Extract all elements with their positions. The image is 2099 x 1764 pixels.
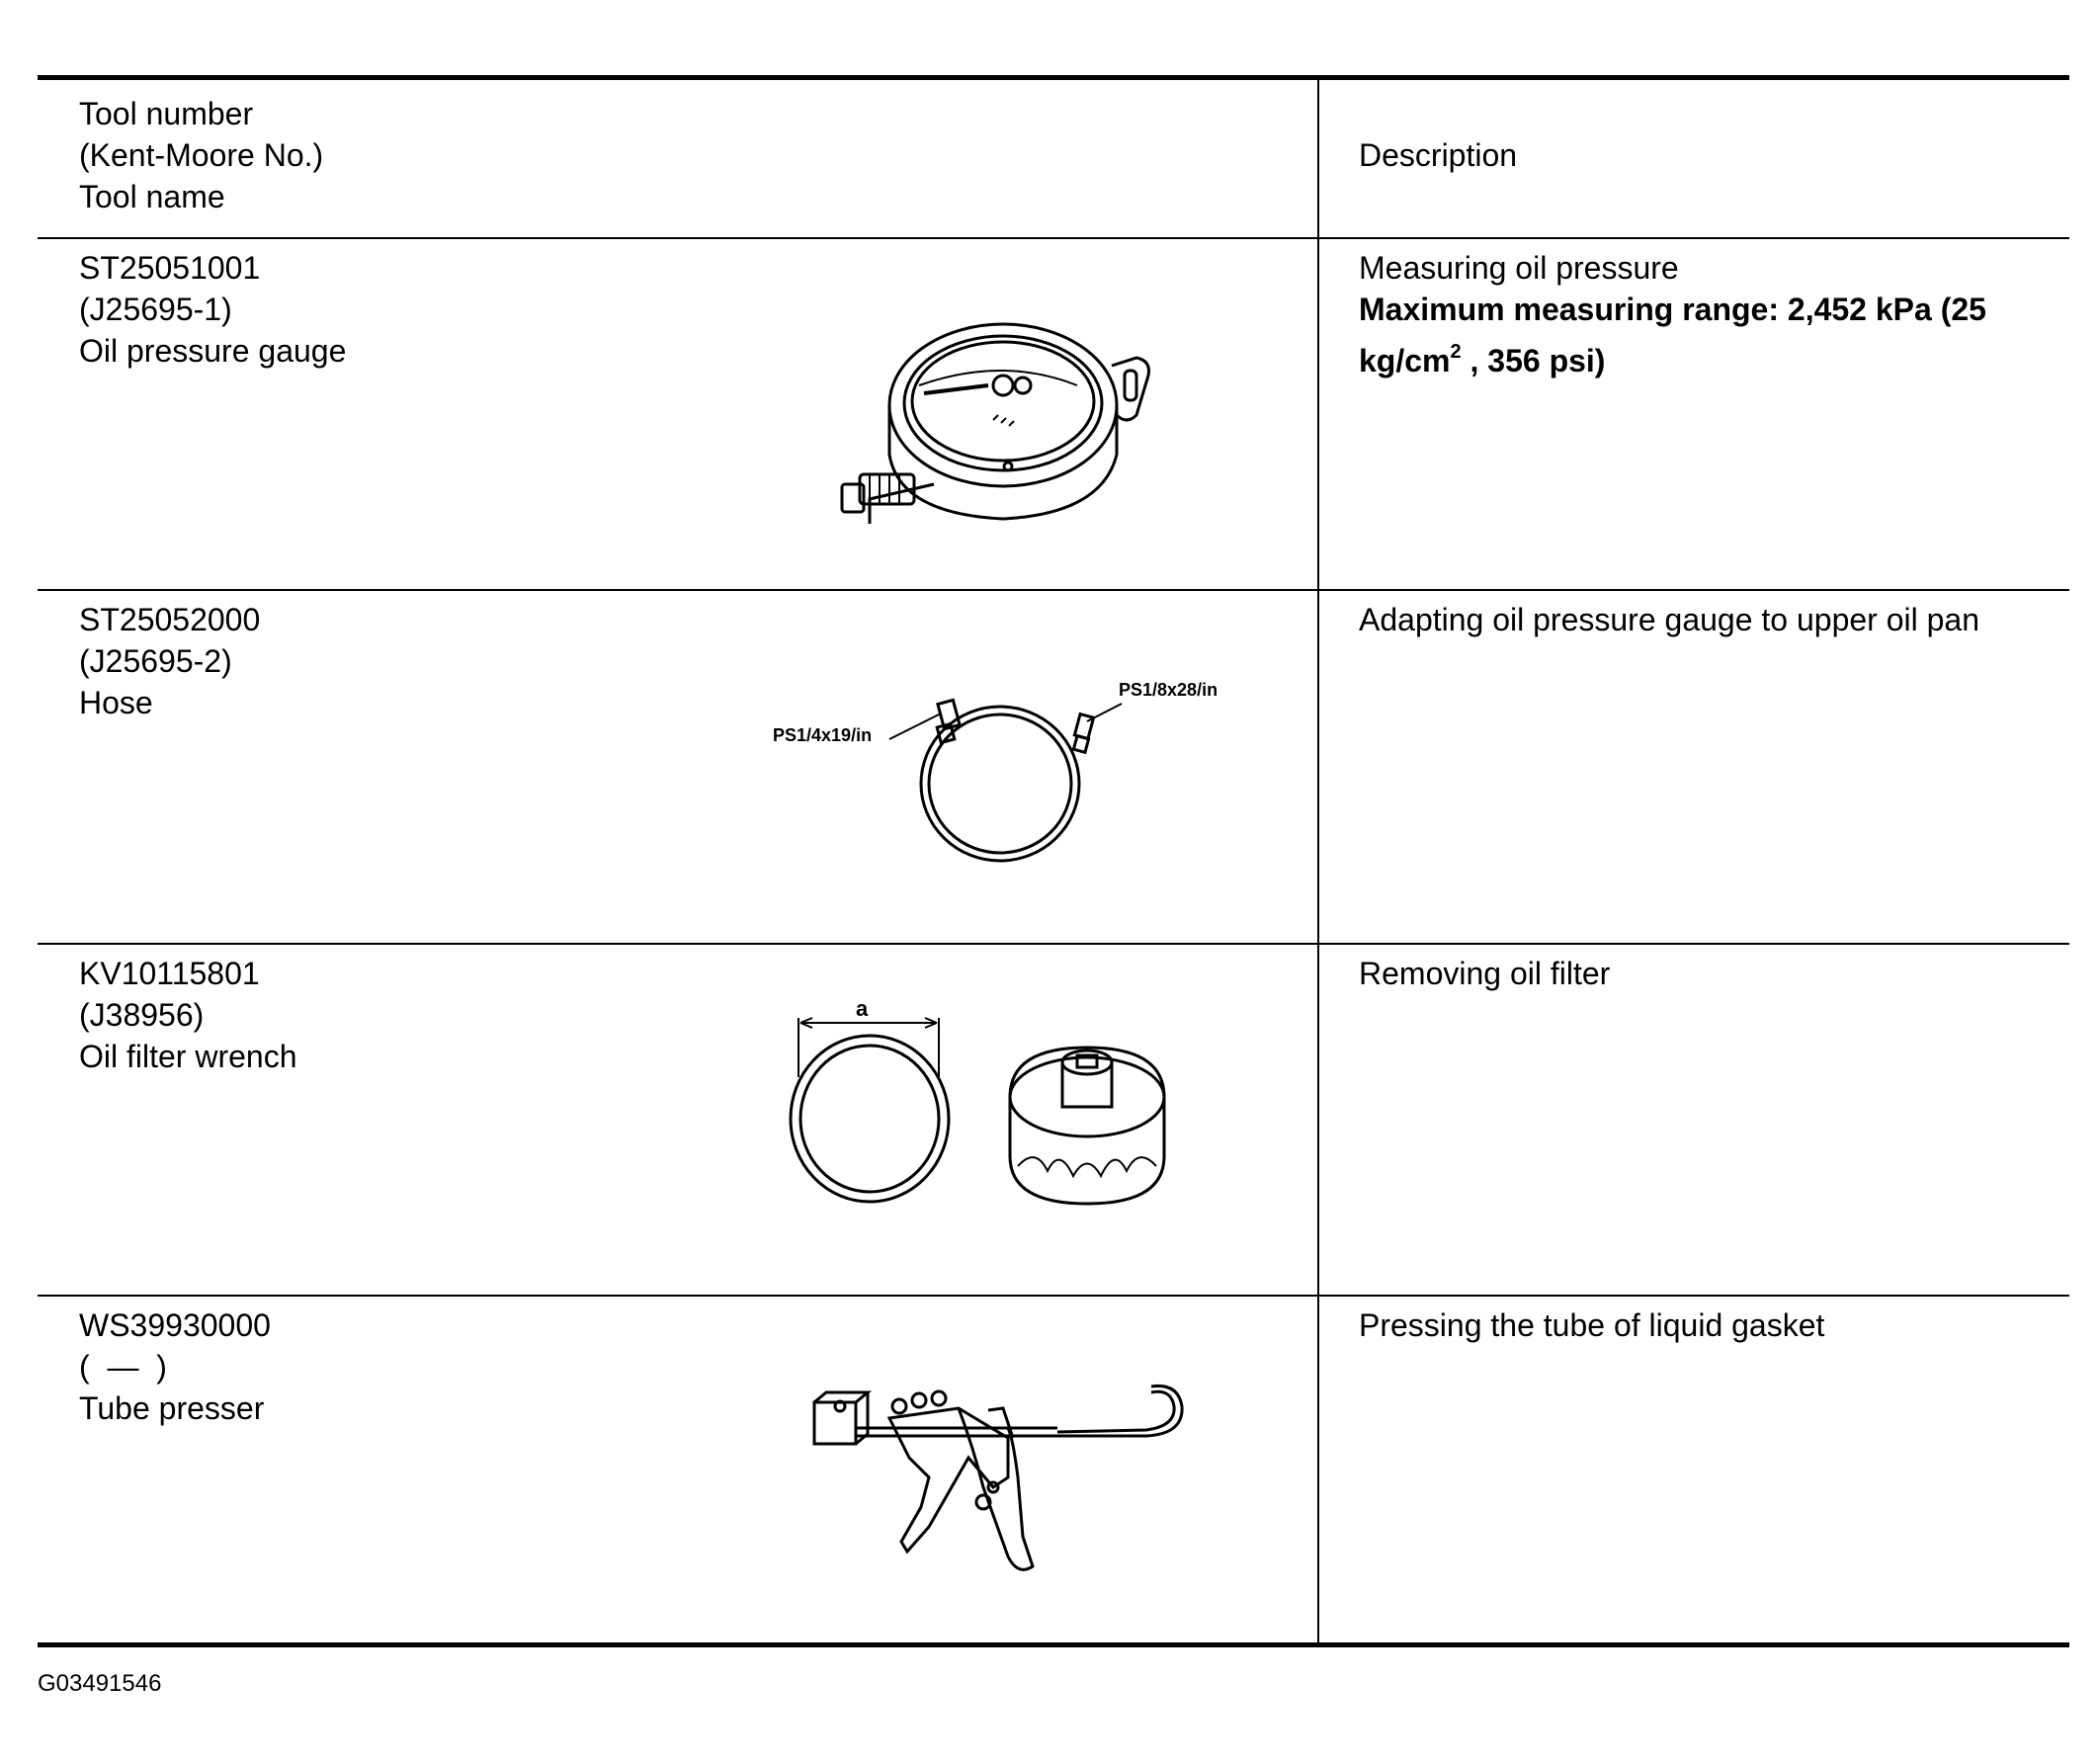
oil-pressure-gauge-illustration <box>840 316 1166 524</box>
spec-line-1: Maximum measuring range: 2,452 kPa (25 <box>1359 292 1986 327</box>
oil-filter-wrench-illustration <box>781 1008 1196 1225</box>
kent-moore-number: (J38956) <box>79 997 205 1033</box>
row-divider <box>38 1295 2069 1297</box>
tube-presser-illustration <box>810 1379 1186 1596</box>
tool-number: KV10115801 <box>79 956 260 991</box>
fitting-label-left: PS1/4x19/in <box>773 725 873 745</box>
figure-id: G03491546 <box>38 1670 162 1697</box>
tool-name: Tube presser <box>79 1390 265 1426</box>
dimension-label: a <box>856 996 869 1021</box>
tool-name: Hose <box>79 685 153 720</box>
row-divider <box>38 589 2069 591</box>
table-top-rule <box>38 75 2069 80</box>
description: Adapting oil pressure gauge to upper oil pan <box>1359 602 1979 637</box>
tool-name: Oil filter wrench <box>79 1039 297 1074</box>
hose-illustration <box>880 682 1127 870</box>
tool-number: ST25051001 <box>79 250 261 286</box>
column-divider <box>1317 79 1319 1644</box>
kent-moore-number: (J25695-1) <box>79 292 232 327</box>
row-divider <box>38 943 2069 945</box>
tool-name: Oil pressure gauge <box>79 333 347 369</box>
description: Removing oil filter <box>1359 956 1611 991</box>
header-tool-number: Tool number <box>79 96 254 131</box>
kent-moore-number: (J25695-2) <box>79 643 232 679</box>
table-bottom-rule <box>38 1642 2069 1647</box>
description: Measuring oil pressure <box>1359 250 1679 286</box>
header-divider <box>38 237 2069 239</box>
kent-moore-number: ( — ) <box>79 1349 167 1385</box>
header-description: Description <box>1359 137 1518 173</box>
header-kent-moore: (Kent-Moore No.) <box>79 137 324 173</box>
description: Pressing the tube of liquid gasket <box>1359 1307 1825 1343</box>
tool-number: WS39930000 <box>79 1307 271 1343</box>
header-tool-name: Tool name <box>79 179 225 214</box>
spec-line-2: $kg/cm^2$ , 356 psi) <box>1359 341 1606 378</box>
tool-number: ST25052000 <box>79 602 261 637</box>
fitting-label-right: PS1/8x28/in <box>1119 680 1218 700</box>
